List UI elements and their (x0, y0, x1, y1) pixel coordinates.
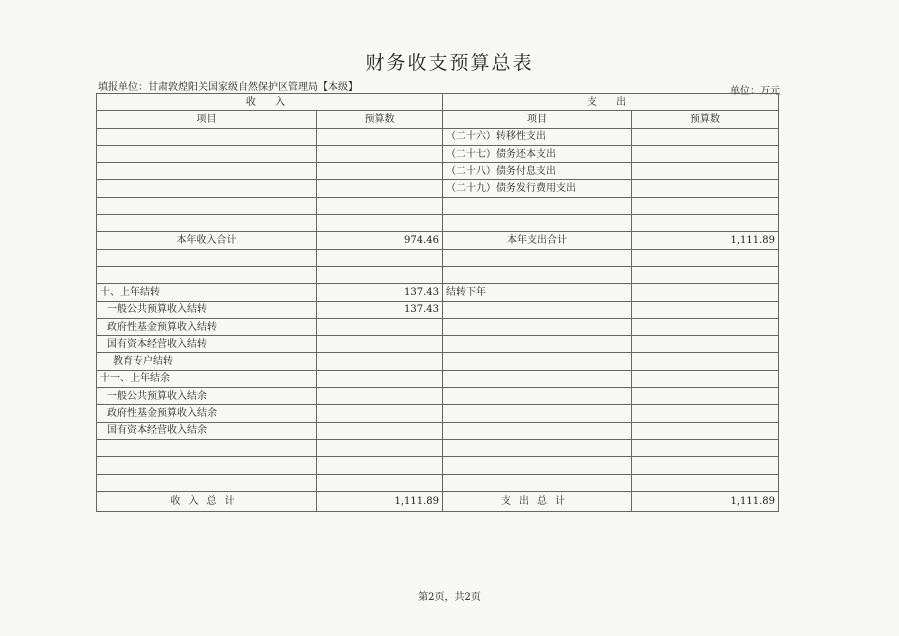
expense-item-cell (443, 457, 632, 474)
income-value-cell (317, 457, 443, 474)
income-item-cell (97, 457, 317, 474)
expense-item-cell (443, 318, 632, 335)
table-row (97, 145, 779, 162)
expense-item-cell: （二十九）债务发行费用支出 (443, 180, 632, 197)
expense-item-cell (443, 370, 632, 387)
income-total-value: 1,111.89 (317, 491, 443, 511)
table-row (97, 163, 779, 180)
income-item-cell: 国有资本经营收入结余 (97, 422, 317, 439)
expense-value-cell (632, 163, 779, 180)
income-item-cell (97, 163, 317, 180)
expense-value-cell (632, 388, 779, 405)
income-value-cell (317, 318, 443, 335)
income-value-cell (317, 128, 443, 145)
income-item-cell: 十、上年结转 (97, 284, 317, 301)
expense-item-cell (443, 249, 632, 266)
table-row (97, 180, 779, 197)
expense-item-cell (443, 405, 632, 422)
expense-value-cell (632, 353, 779, 370)
income-value-cell (317, 249, 443, 266)
expense-item-cell (443, 266, 632, 283)
income-item-header: 项目 (97, 111, 317, 128)
income-item-cell: 一般公共预算收入结余 (97, 388, 317, 405)
page-number: 第2页，共2页 (418, 592, 481, 603)
table-row (97, 405, 779, 422)
income-item-cell: 十一、上年结余 (97, 370, 317, 387)
expense-value-cell (632, 318, 779, 335)
income-value-cell (317, 474, 443, 491)
grand-total-row (97, 491, 779, 511)
expense-item-cell: （二十七）债务还本支出 (443, 145, 632, 162)
income-budget-header: 预算数 (317, 111, 443, 128)
table-row (97, 388, 779, 405)
expense-total-label: 支出总计 (443, 491, 632, 511)
expense-item-cell: （二十八）债务付息支出 (443, 163, 632, 180)
income-value-cell (317, 163, 443, 180)
income-item-cell (97, 180, 317, 197)
table-row (97, 474, 779, 491)
expense-value-cell (632, 457, 779, 474)
income-item-cell: 教育专户结转 (97, 353, 317, 370)
income-item-cell: 国有资本经营收入结转 (97, 336, 317, 353)
income-item-cell: 政府性基金预算收入结余 (97, 405, 317, 422)
expense-value-cell (632, 128, 779, 145)
expense-item-cell (443, 439, 632, 456)
expense-value-cell (632, 422, 779, 439)
table-row (97, 370, 779, 387)
table-row (97, 336, 779, 353)
expense-value-cell (632, 197, 779, 214)
expense-value-cell (632, 336, 779, 353)
income-item-cell (97, 266, 317, 283)
expense-value-cell (632, 249, 779, 266)
table-row (97, 249, 779, 266)
expense-item-cell: 本年支出合计 (443, 232, 632, 249)
income-value-cell (317, 145, 443, 162)
table-row (97, 266, 779, 283)
reporting-unit: 填报单位：甘肃敦煌阳关国家级自然保护区管理局【本级】 (98, 82, 358, 93)
expense-value-cell (632, 266, 779, 283)
expense-item-cell (443, 301, 632, 318)
expense-budget-header: 预算数 (632, 111, 779, 128)
page-title: 财务收支预算总表 (365, 52, 534, 74)
income-item-cell (97, 215, 317, 232)
currency-unit: 单位：万元 (730, 86, 780, 97)
income-item-cell (97, 145, 317, 162)
header-row-main (97, 94, 779, 111)
expense-item-cell (443, 197, 632, 214)
expense-value-cell (632, 284, 779, 301)
table-row (97, 284, 779, 301)
expense-value-cell (632, 180, 779, 197)
income-value-cell (317, 180, 443, 197)
income-item-cell (97, 249, 317, 266)
table-row (97, 128, 779, 145)
expense-value-cell (632, 405, 779, 422)
expense-header: 支 出 (443, 94, 779, 111)
expense-item-cell (443, 353, 632, 370)
expense-value-cell (632, 370, 779, 387)
table-row (97, 301, 779, 318)
expense-value-cell (632, 301, 779, 318)
income-value-cell: 137.43 (317, 284, 443, 301)
income-value-cell (317, 197, 443, 214)
income-value-cell (317, 422, 443, 439)
table-row (97, 232, 779, 249)
income-value-cell (317, 370, 443, 387)
expense-item-cell (443, 422, 632, 439)
table-row (97, 197, 779, 214)
expense-value-cell (632, 145, 779, 162)
expense-value-cell: 1,111.89 (632, 232, 779, 249)
table-row (97, 457, 779, 474)
expense-value-cell (632, 474, 779, 491)
expense-value-cell (632, 215, 779, 232)
income-value-cell (317, 405, 443, 422)
income-value-cell: 974.46 (317, 232, 443, 249)
income-header: 收 入 (97, 94, 443, 111)
table-row (97, 422, 779, 439)
table-row (97, 318, 779, 335)
income-value-cell (317, 336, 443, 353)
expense-item-cell (443, 388, 632, 405)
income-value-cell: 137.43 (317, 301, 443, 318)
expense-total-value: 1,111.89 (632, 491, 779, 511)
budget-table (96, 93, 779, 512)
income-value-cell (317, 353, 443, 370)
income-item-cell: 政府性基金预算收入结转 (97, 318, 317, 335)
income-value-cell (317, 215, 443, 232)
income-value-cell (317, 439, 443, 456)
income-value-cell (317, 388, 443, 405)
table-row (97, 215, 779, 232)
income-value-cell (317, 266, 443, 283)
income-item-cell: 一般公共预算收入结转 (97, 301, 317, 318)
expense-item-cell (443, 215, 632, 232)
expense-item-cell (443, 474, 632, 491)
income-item-cell (97, 439, 317, 456)
expense-item-cell: 结转下年 (443, 284, 632, 301)
income-item-cell (97, 197, 317, 214)
income-item-cell (97, 474, 317, 491)
income-total-label: 收入总计 (97, 491, 317, 511)
table-row (97, 439, 779, 456)
expense-value-cell (632, 439, 779, 456)
header-row-sub (97, 111, 779, 128)
income-item-cell: 本年收入合计 (97, 232, 317, 249)
expense-item-header: 项目 (443, 111, 632, 128)
expense-item-cell (443, 336, 632, 353)
income-item-cell (97, 128, 317, 145)
expense-item-cell: （二十六）转移性支出 (443, 128, 632, 145)
table-row (97, 353, 779, 370)
